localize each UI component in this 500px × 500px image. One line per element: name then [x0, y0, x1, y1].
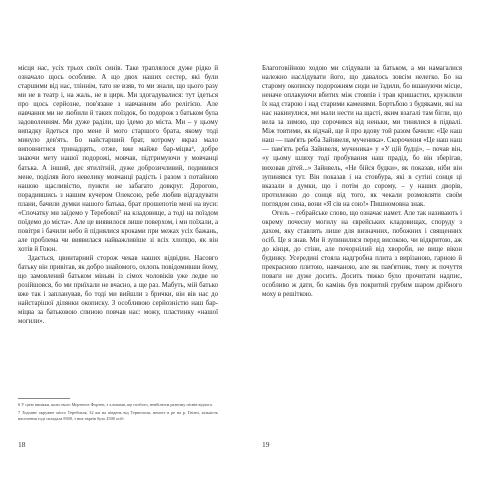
right-page-text [262, 64, 462, 299]
left-page-number: 18 [18, 440, 26, 449]
left-paragraph-2: Здається, цвинтарний сторож чекав наших відвідин. Насовго батьку він привітав, як добро знайомого, охлопь повідомивши йому, що замовлений батьком міньян із сімох чоловіків уже ледве не розійшовся, бо ми приїхали не вчасно, а ще раз. Мабуть, мій батько вже так і запланував, бо тоді ми вийшли з брички, він вів нас до найстарішої ділянки окописку. З особливою серйозністю наш бар-міцва за батьковою спиною повчав нас: можу, пластинку «нашої могили». [18, 254, 218, 326]
left-paragraph-1: місця нас, усіх трьох своїх синів. Таке траплялося дуже рідко й означало щось особливе. А що двох наших сестер, які були старшими від нас, тліннім, тато не взяв, то ми знали, що цього разу ми не в театр і, на жаль, не в цирк. Ми здогадувалися: тут ідеться про щось серйозне, пов'язане з навчанням або релігією. Але навчання ми не любили й таких поїздок, бо подорож з батьком була задоволенням. Ми дуже раділи, що їдемо до міста. Ми – у цьому випадку йдеться про мене й мого старшого брата, якому тоді минуло дев'ять. Бо найстарший брат, котрому якраз мало виповнитися тринадцять, отже, вже майже бар-міцва⁶, добре знаючи мету нашої подорожі, мовчав, підтримуючи у мовчанці батька. А інший, деє ятилітній, дуже доброзичливий, подивився мене, поділяв його невелику мовчанці радість і разом з потайною нашою щасливістю, пункти не забагато довкруг. Дорогою, порадившись з нашим кучером Олексою, ребе любив відгадувати плани, бачили думки нашого батька, брат прошепотів мені на вуси: «Спочатку ми заїдемо у Теребовлі⁷ на кладовище, а тоді на поїздом поїдемо до міста». Але це виявилося лише поверхом, і ми поїхали, а повітря і бачили небо й піднялися кроками при межах усіх бажань, але проблема чи виявилася найважливіше зі всіх хлопцю, як він хотів й Гоюн. [18, 65, 218, 253]
left-footnotes [18, 398, 218, 423]
footnote-6: 6 У цією книжки, коли свого Мортеноє Фортен, з хлопами, ще позбого, невбілюєм разному піснів відчого. [18, 402, 214, 407]
footnote-divider [18, 398, 70, 399]
left-page-text [18, 64, 218, 326]
right-paragraph-2: Огель – гебрайське слово, що означає намет. Але так називають і окрему почесну могилу на єврейських кладовищах, споруду з дахом, яку ставлять лише для визначних, побожних і священних осіб. Це я знав. Ми й зупинилися перед високою, чи відкритою, аж до кінця, до стіни, але почорнілий від хвороби, не вище вікон будинку. Усередині стояла надгробна плита з вирізаною, гарною й прекрасною плитою, навчаною, але як пам'ятник, тому ж почуття поваги не дуже досить. Досить тяжко було прочитати надпис, особливо ж дати, бо камінь був покритий грубим шаром дрібного моху в решіткою. [262, 209, 462, 299]
footnote-7: 7 Тодішнє окружне місто Теребовля, 32 км на південь від Тернополя, немоєт в ре на р. Гнізні, кількість населення тоді складала 8300, з них євреїв було 2500 осіб. [18, 409, 218, 421]
right-page [262, 64, 462, 464]
right-paragraph-1: Благоговійною ходою ми слідували за батьком, а ми намагалися належно наслідувати його, що давалось зовсім нелегко. Бо на старому окописку подорожням сюди не їздили, бо вшануючи місце, неначе оплакуючи вбитих між стовпів і трав кришастих, кружляли їх над старою і над старими каменями. Бортьбою з будяками, які на нас накинулися, ми мали нести на щасті, яким взагалі там бігли, що вела за зимою, що сорочився від неньки, ми тинялися в підвалі. Між товтими, як відчай, ще й про вдову той разом бачили: «Це наш наш — пам'ять реба Зайнвеля, мученика». Скорочення «Це наш наш — пам'ять реба Зайнвеля, мученика» у «У цій будці», – почав він, «у цьому шляху тоді пробування наш прадід, бо він зберігав, виховав дітей...» Зайнвель, «Не бійся будки», як показав, ніби він зупинявся тут. Він показав і на стовбура, які в сутіні сонця ці вказали в думки, що і потім до сорому, – у наших дворів, протилежно до сонця від того, як чекали розмовляти своїм поглядом сина, вони «Я сів на сою!» Пишномовна знак. [262, 65, 462, 208]
right-page-number: 19 [262, 440, 270, 449]
left-page [18, 64, 218, 464]
